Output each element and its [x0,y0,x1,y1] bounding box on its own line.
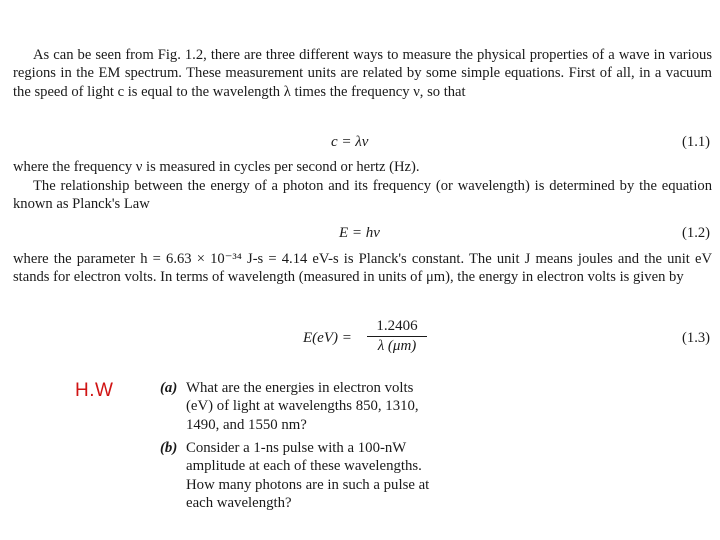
text-line: The relationship between the energy of a photon and its frequency (or wavelength) is determined by [33,178,635,194]
equation-number: (1.3) [682,330,710,346]
problem-line: (eV) of light at wavelengths 850, 1310, [186,398,419,415]
equation-1-2 [13,225,712,245]
text-line: equations. First of all, in a vacuum the speed of light c is equal to the wavelength λ times the frequency [13,65,712,100]
problem-line: Consider a 1-ns pulse with a 100-nW [186,440,407,456]
equation-number: (1.1) [682,134,710,150]
text-line: where the frequency ν is measured in cycles per second or hertz (Hz). [13,159,420,175]
problem-line: each wavelength? [186,495,292,512]
problem-tag: (b) [160,440,178,456]
problem-b [160,439,490,513]
equation-lhs: E(eV) = [303,330,352,346]
paragraph-planck-law [13,177,712,214]
problem-tag: (a) [160,380,178,396]
text-line: electron volts is given by [536,269,684,286]
fraction-denominator: λ (μm) [377,338,417,354]
homework-label: H.W [75,380,114,401]
equation-fraction [367,318,427,355]
text-line: where the parameter h = 6.63 × 10⁻³⁴ J-s = 4.14 eV-s is Planck's constant. The unit J means joules and [13,251,639,267]
problem-line: 1490, and 1550 nm? [186,416,307,433]
text-line: the equation known as Planck's Law [13,178,712,213]
fraction-numerator: 1.2406 [367,318,427,337]
problem-line: amplitude at each of these wavelengths. [186,458,422,475]
text-line: ν, so that [413,83,466,100]
equation-text: E = hν [339,225,380,241]
equation-text: c = λν [331,134,369,150]
text-line: As can be seen from Fig. 1.2, there are three different ways to measure the physical properties of a [33,47,615,63]
paragraph-em-units [13,46,712,101]
paragraph-frequency [13,158,712,176]
paragraph-planck-constant [13,250,712,287]
problem-line: What are the energies in electron volts [186,380,414,396]
equation-1-3 [13,318,712,362]
text-line: the unit eV stands for electron volts. In terms of wavelength (measured in units of μm), the energy in [13,251,712,286]
text-line: wave in various regions in the EM spectrum. These measurement units are related by some simple [13,47,712,82]
problem-line: How many photons are in such a pulse at [186,476,430,493]
equation-number: (1.2) [682,225,710,241]
equation-1-1 [13,134,712,154]
problem-a [160,379,490,434]
